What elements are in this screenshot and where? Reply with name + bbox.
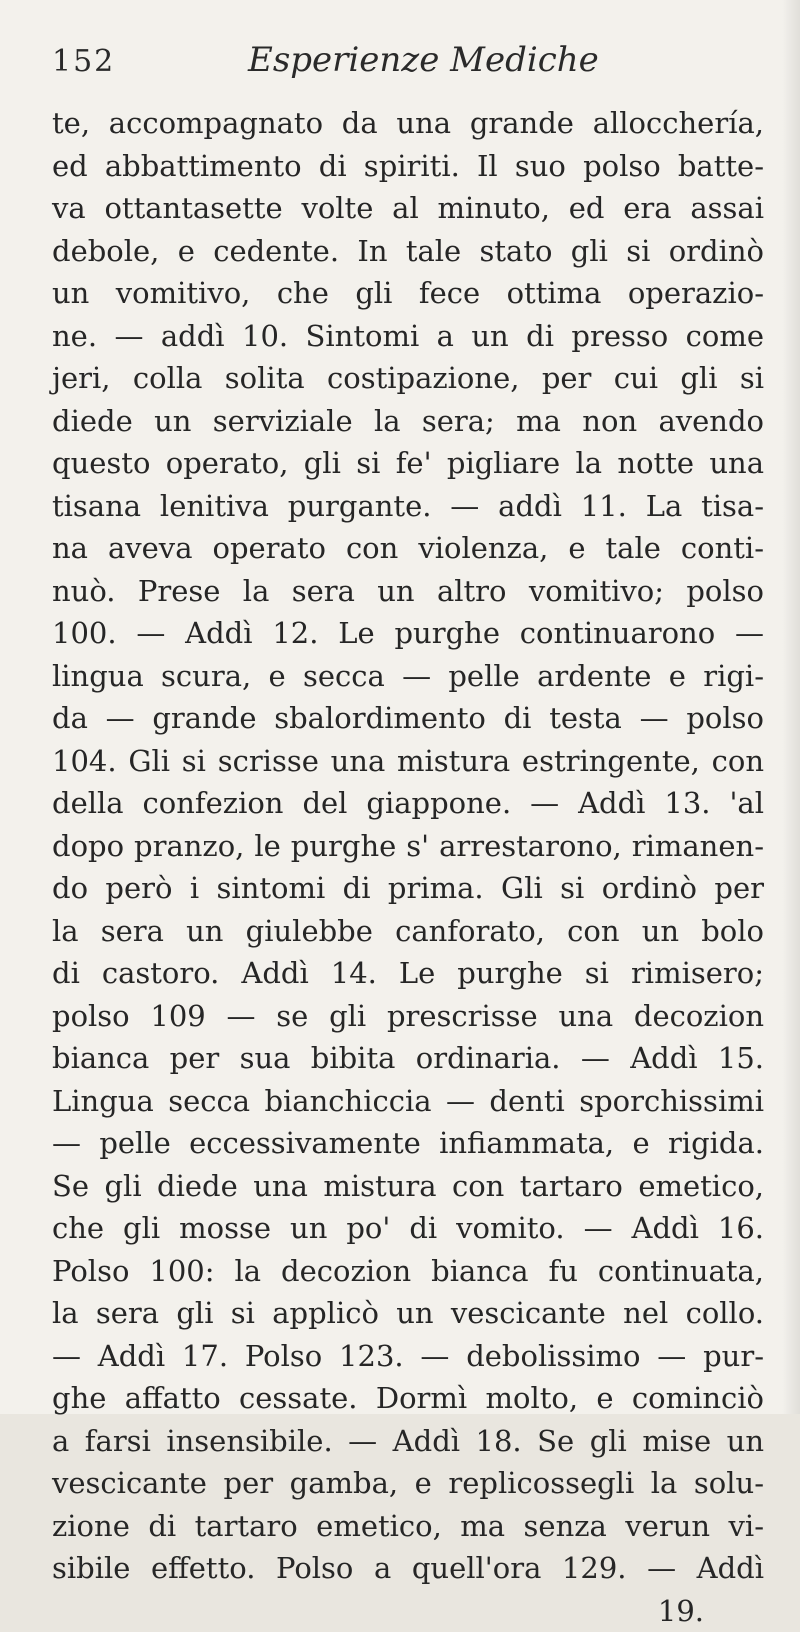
text-line: che gli mosse un po' di vomito. — Addì 16.	[52, 1207, 764, 1250]
text-line: va ottantasette volte al minuto, ed era assai	[52, 187, 764, 230]
text-line: bianca per sua bibita ordinaria. — Addì 15.	[52, 1037, 764, 1080]
text-line: diede un serviziale la sera; ma non avendo	[52, 400, 764, 443]
text-line: a farsi insensibile. — Addì 18. Se gli mise un	[52, 1420, 764, 1463]
text-line: ed abbattimento di spiriti. Il suo polso batte-	[52, 145, 764, 188]
text-line: zione di tartaro emetico, ma senza verun vi-	[52, 1505, 764, 1548]
text-line: do però i sintomi di prima. Gli si ordinò per	[52, 867, 764, 910]
text-line: di castoro. Addì 14. Le purghe si rimisero;	[52, 952, 764, 995]
text-line: 104. Gli si scrisse una mistura estringente, con	[52, 740, 764, 783]
text-line: vescicante per gamba, e replicossegli la solu-	[52, 1462, 764, 1505]
text-line: nuò. Prese la sera un altro vomitivo; polso	[52, 570, 764, 613]
text-line: Polso 100: la decozion bianca fu continuata,	[52, 1250, 764, 1293]
text-line: Lingua secca bianchiccia — denti sporchissimi	[52, 1080, 764, 1123]
catchword: 19.	[52, 1590, 764, 1632]
text-line: un vomitivo, che gli fece ottima operazio-	[52, 272, 764, 315]
text-line: la sera gli si applicò un vescicante nel collo.	[52, 1292, 764, 1335]
text-line: — Addì 17. Polso 123. — debolissimo — pur-	[52, 1335, 764, 1378]
text-line: da — grande sbalordimento di testa — polso	[52, 697, 764, 740]
text-line: ghe affatto cessate. Dormì molto, e cominciò	[52, 1377, 764, 1420]
text-line: debole, e cedente. In tale stato gli si ordinò	[52, 230, 764, 273]
text-line: ne. — addì 10. Sintomi a un di presso come	[52, 315, 764, 358]
text-line: na aveva operato con violenza, e tale conti-	[52, 527, 764, 570]
text-line: dopo pranzo, le purghe s' arrestarono, rimanen-	[52, 825, 764, 868]
text-line: questo operato, gli si fe' pigliare la notte una	[52, 442, 764, 485]
text-line: della confezion del giappone. — Addì 13. 'al	[52, 782, 764, 825]
text-line: — pelle eccessivamente infiammata, e rigida.	[52, 1122, 764, 1165]
text-line: Se gli diede una mistura con tartaro emetico,	[52, 1165, 764, 1208]
text-line: jeri, colla solita costipazione, per cui gli si	[52, 357, 764, 400]
page-number: 152	[52, 44, 115, 79]
text-line: tisana lenitiva purgante. — addì 11. La tisa-	[52, 485, 764, 528]
text-line: sibile effetto. Polso a quell'ora 129. — Addì	[52, 1547, 764, 1590]
text-line: 100. — Addì 12. Le purghe continuarono —	[52, 612, 764, 655]
text-line: polso 109 — se gli prescrisse una decozion	[52, 995, 764, 1038]
body-text	[52, 102, 764, 1632]
text-line: la sera un giulebbe canforato, con un bolo	[52, 910, 764, 953]
text-line: te, accompagnato da una grande allocchería,	[52, 102, 764, 145]
text-line: lingua scura, e secca — pelle ardente e rigi-	[52, 655, 764, 698]
page-edge-shadow	[782, 0, 800, 1414]
running-head	[52, 40, 752, 100]
running-title: Esperienze Mediche	[248, 40, 599, 80]
